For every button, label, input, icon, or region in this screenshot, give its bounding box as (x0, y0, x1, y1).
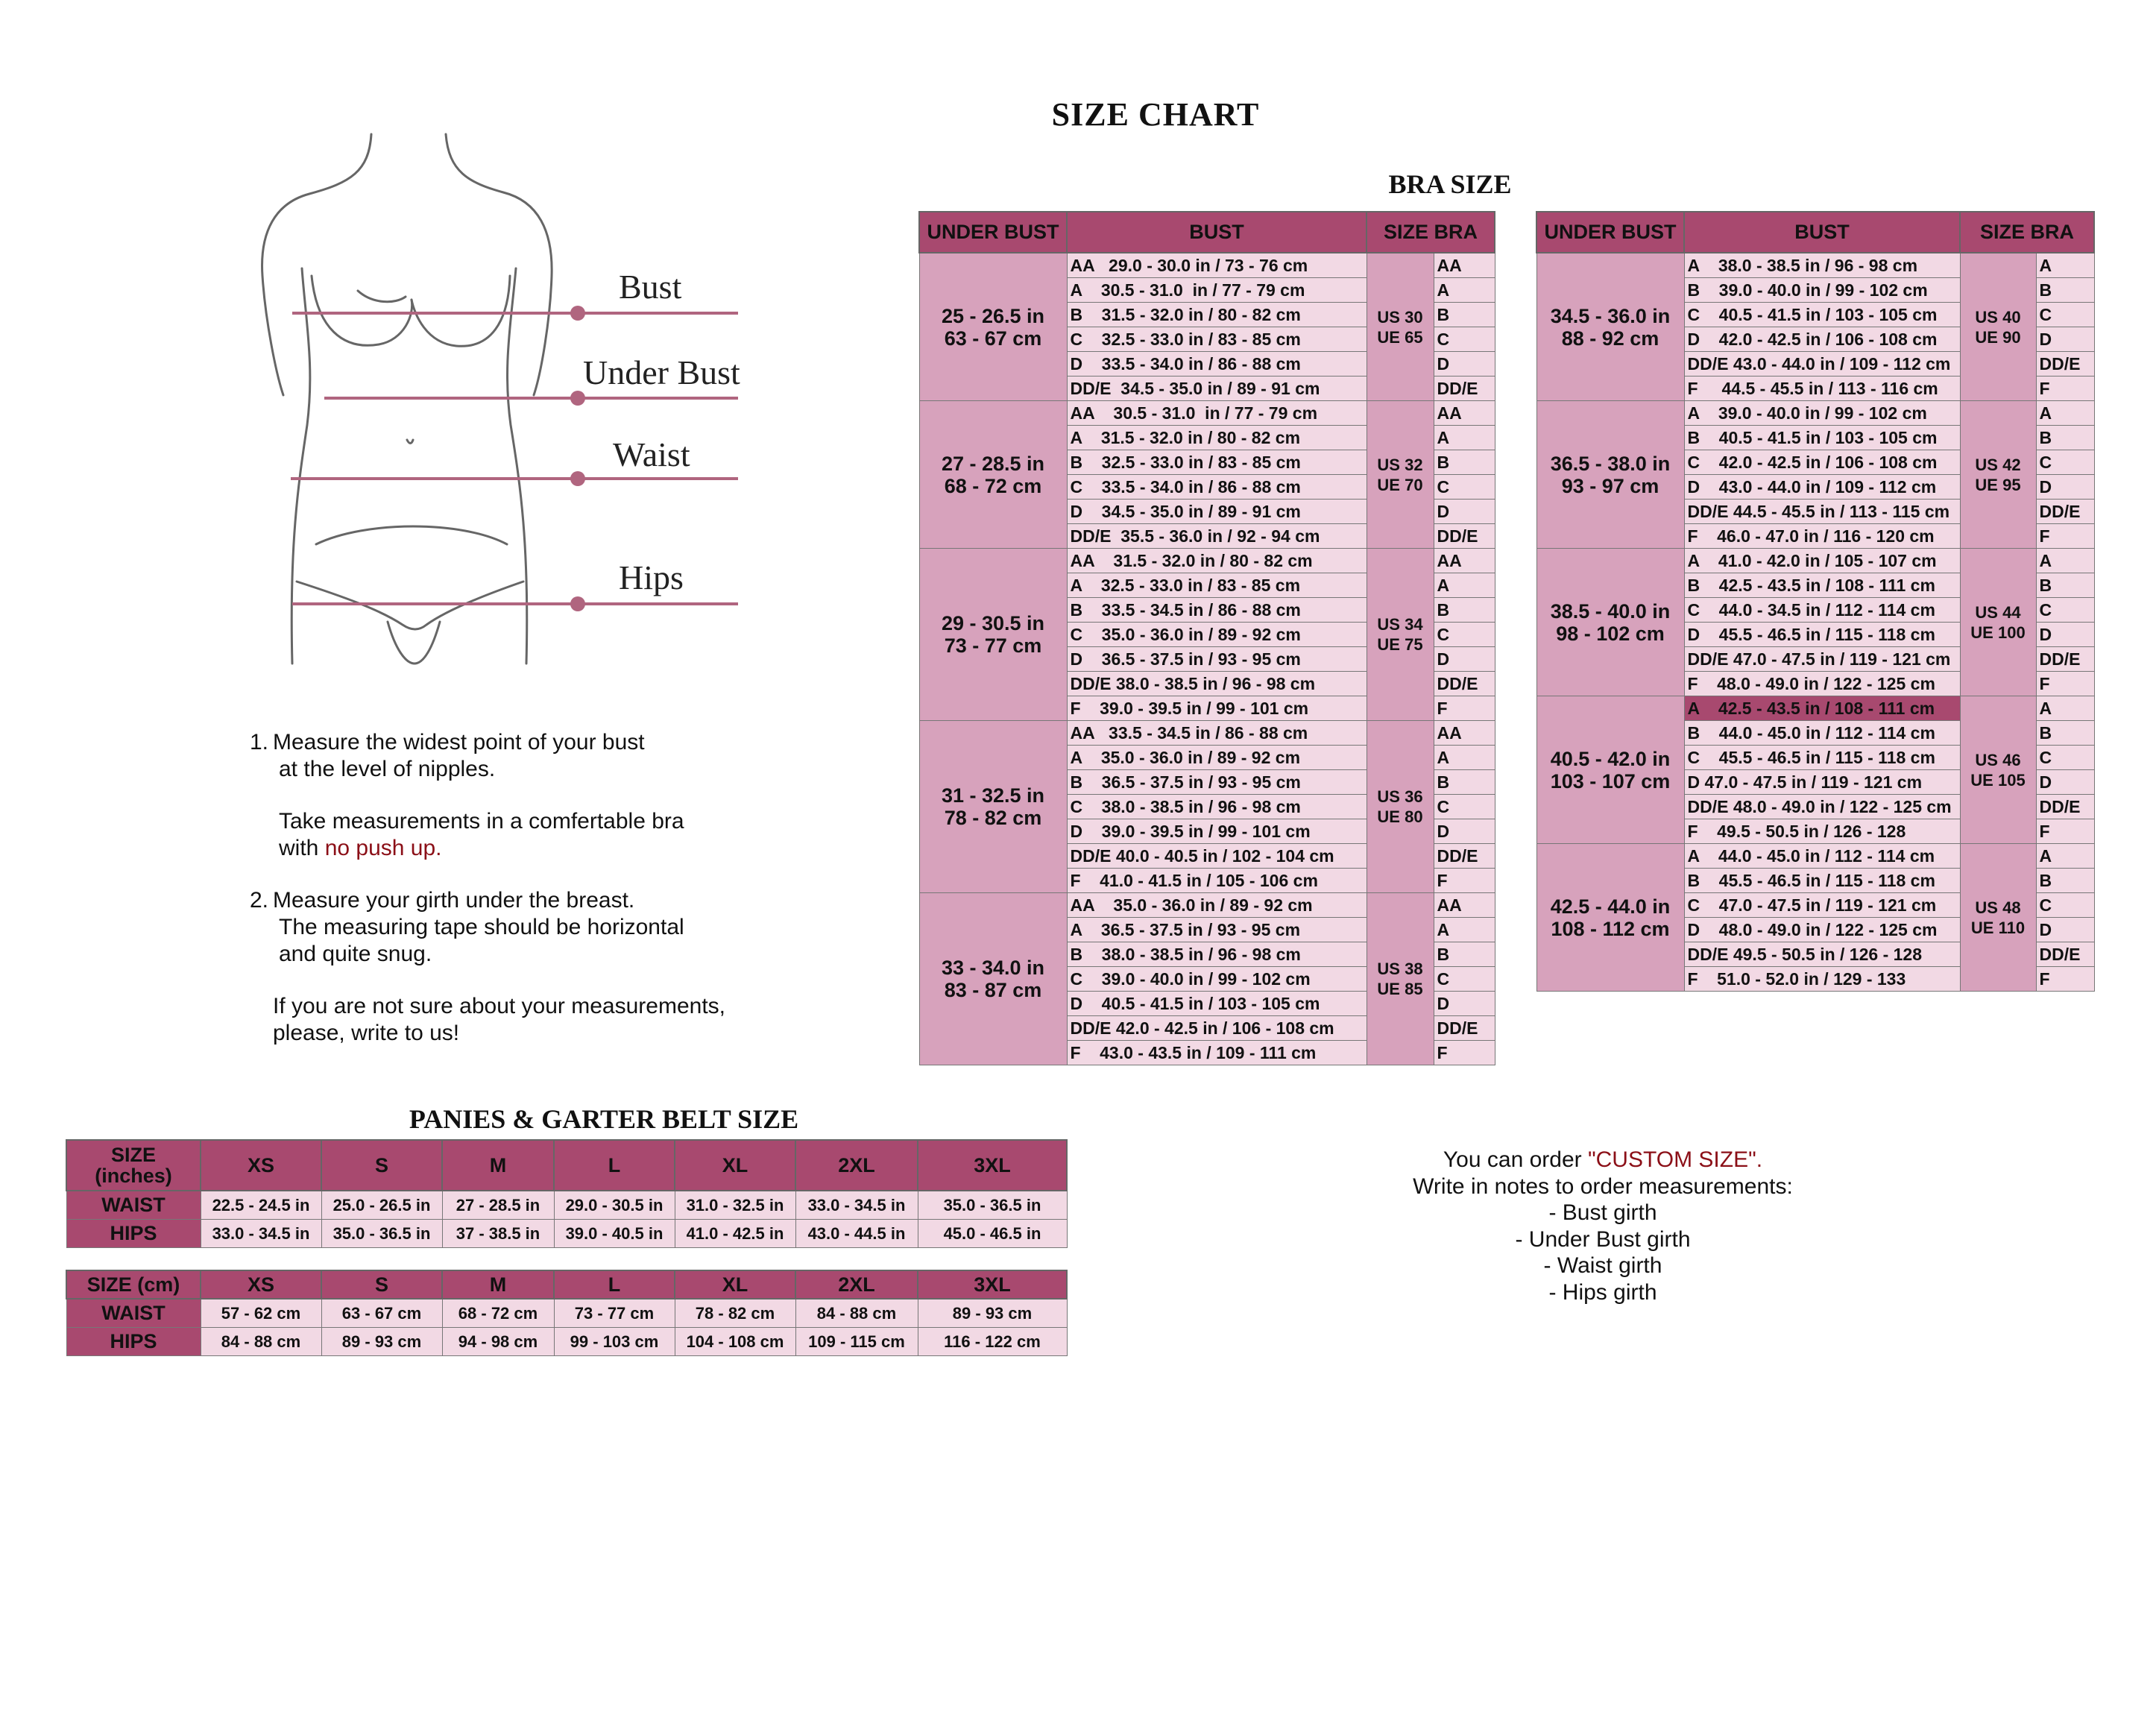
waist-marker (570, 471, 585, 486)
bust-cell: B 42.5 - 43.5 in / 108 - 111 cm (1684, 573, 1960, 598)
under-bust-cm: 78 - 82 cm (944, 807, 1042, 829)
size-us: US 42 (1975, 455, 2021, 474)
size-ue: UE 90 (1975, 327, 2021, 347)
size-value-cell: 43.0 - 44.5 in (795, 1220, 918, 1248)
panties-size-table-inches (66, 1139, 1068, 1248)
under-bust-inches: 33 - 34.0 in (941, 957, 1045, 979)
bust-cell: C 44.0 - 34.5 in / 112 - 114 cm (1684, 598, 1960, 623)
size-us: US 44 (1975, 602, 2021, 622)
custom-size-highlight: "CUSTOM SIZE". (1587, 1147, 1763, 1172)
bra-size-title: BRA SIZE (1388, 169, 1512, 199)
under-bust-cell (919, 401, 1067, 549)
panties-size-row (66, 1191, 1067, 1220)
step-1-number: 1. (249, 730, 268, 754)
size-ue: UE 110 (1970, 918, 2026, 937)
size-value-cell: 41.0 - 42.5 in (675, 1220, 795, 1248)
bust-cell: D 42.0 - 42.5 in / 106 - 108 cm (1684, 327, 1960, 352)
cup-cell: DD/E (1434, 672, 1495, 696)
custom-line-2: Write in notes to order measurements: (1413, 1173, 1793, 1199)
cup-cell: F (2036, 819, 2094, 844)
bust-cell: DD/E 42.0 - 42.5 in / 106 - 108 cm (1067, 1016, 1367, 1041)
bust-cell: C 33.5 - 34.0 in / 86 - 88 cm (1067, 475, 1367, 500)
bust-cell: B 39.0 - 40.0 in / 99 - 102 cm (1684, 278, 1960, 303)
size-bra-cell (1367, 253, 1434, 401)
bust-cell: D 45.5 - 46.5 in / 115 - 118 cm (1684, 623, 1960, 647)
cup-cell: C (2036, 450, 2094, 475)
bust-cell: B 31.5 - 32.0 in / 80 - 82 cm (1067, 303, 1367, 327)
bust-cell: AA 33.5 - 34.5 in / 86 - 88 cm (1067, 721, 1367, 746)
bust-cell: C 42.0 - 42.5 in / 106 - 108 cm (1684, 450, 1960, 475)
cup-cell: C (1434, 623, 1495, 647)
size-ue: UE 85 (1377, 980, 1423, 998)
bra-size-row (1536, 401, 2094, 426)
under-bust-header: UNDER BUST (919, 212, 1067, 253)
under-bust-cell (919, 253, 1067, 401)
under-bust-marker (570, 391, 585, 406)
panties-size-table-cm (66, 1270, 1068, 1356)
size-us: US 36 (1377, 787, 1423, 806)
bust-cell: C 39.0 - 40.0 in / 99 - 102 cm (1067, 967, 1367, 992)
cup-cell: AA (1434, 721, 1495, 746)
cup-cell: D (2036, 770, 2094, 795)
size-value-cell: 89 - 93 cm (321, 1328, 442, 1356)
under-bust-cell (919, 549, 1067, 721)
bust-cell: D 36.5 - 37.5 in / 93 - 95 cm (1067, 647, 1367, 672)
cup-cell: C (1434, 475, 1495, 500)
bust-cell: D 39.0 - 39.5 in / 99 - 101 cm (1067, 819, 1367, 844)
under-bust-cm: 103 - 107 cm (1550, 769, 1671, 793)
bust-cell: A 42.5 - 43.5 in / 108 - 111 cm (1684, 696, 1960, 721)
cup-cell: B (1434, 303, 1495, 327)
bust-cell: D 47.0 - 47.5 in / 119 - 121 cm (1684, 770, 1960, 795)
bust-marker (570, 306, 585, 321)
step-1-line-1: Measure the widest point of your bust (273, 730, 645, 754)
size-value-cell: 45.0 - 46.5 in (918, 1220, 1067, 1248)
bust-cell: DD/E 43.0 - 44.0 in / 109 - 112 cm (1684, 352, 1960, 377)
size-xl-header: XL (675, 1140, 795, 1191)
size-value-cell: 31.0 - 32.5 in (675, 1191, 795, 1220)
cup-cell: B (2036, 426, 2094, 450)
size-value-cell: 25.0 - 26.5 in (321, 1191, 442, 1220)
bust-cell: A 30.5 - 31.0 in / 77 - 79 cm (1067, 278, 1367, 303)
size-value-cell: 109 - 115 cm (795, 1328, 918, 1356)
bra-size-row (919, 401, 1495, 426)
note-line-2: please, write to us! (273, 1021, 460, 1045)
cup-cell: C (2036, 598, 2094, 623)
custom-size-note (1342, 1147, 1864, 1305)
bust-cell: A 39.0 - 40.0 in / 99 - 102 cm (1684, 401, 1960, 426)
size-2xl-header: 2XL (795, 1140, 918, 1191)
bust-header: BUST (1067, 212, 1367, 253)
bust-cell: DD/E 34.5 - 35.0 in / 89 - 91 cm (1067, 377, 1367, 401)
bust-cell: A 38.0 - 38.5 in / 96 - 98 cm (1684, 253, 1960, 278)
size-value-cell: 29.0 - 30.5 in (554, 1191, 675, 1220)
bra-size-row (1536, 549, 2094, 573)
bra-size-row (1536, 253, 2094, 278)
bust-cell: C 35.0 - 36.0 in / 89 - 92 cm (1067, 623, 1367, 647)
under-bust-cm: 93 - 97 cm (1561, 474, 1659, 497)
bra-size-row (919, 253, 1495, 278)
size-header-line-2: (inches) (95, 1165, 172, 1187)
cup-cell: B (1434, 942, 1495, 967)
size-value-cell: 68 - 72 cm (442, 1299, 554, 1328)
cup-cell: C (2036, 893, 2094, 918)
cup-cell: D (2036, 918, 2094, 942)
bust-cell: C 38.0 - 38.5 in / 96 - 98 cm (1067, 795, 1367, 819)
bust-cell: B 44.0 - 45.0 in / 112 - 114 cm (1684, 721, 1960, 746)
cup-cell: AA (1434, 401, 1495, 426)
size-bra-cell (1367, 401, 1434, 549)
cup-cell: A (1434, 278, 1495, 303)
size-us: US 32 (1377, 455, 1423, 474)
bust-cell: F 51.0 - 52.0 in / 129 - 133 (1684, 967, 1960, 992)
cup-cell: AA (1434, 253, 1495, 278)
under-bust-cm: 98 - 102 cm (1556, 622, 1665, 645)
under-bust-inches: 27 - 28.5 in (941, 452, 1045, 475)
bust-cell: DD/E 38.0 - 38.5 in / 96 - 98 cm (1067, 672, 1367, 696)
size-value-cell: 35.0 - 36.5 in (918, 1191, 1067, 1220)
cup-cell: B (2036, 869, 2094, 893)
cup-cell: AA (1434, 549, 1495, 573)
size-bra-cell (1960, 844, 2036, 992)
cup-cell: C (1434, 327, 1495, 352)
size-bra-header: SIZE BRA (1367, 212, 1495, 253)
custom-line-1: You can order (1443, 1147, 1588, 1172)
cup-cell: A (2036, 253, 2094, 278)
bust-cell: F 49.5 - 50.5 in / 126 - 128 (1684, 819, 1960, 844)
panties-size-title: PANIES & GARTER BELT SIZE (409, 1104, 799, 1134)
cup-cell: DD/E (1434, 844, 1495, 869)
bust-cell: A 41.0 - 42.0 in / 105 - 107 cm (1684, 549, 1960, 573)
cup-cell: B (1434, 450, 1495, 475)
cup-cell: F (2036, 672, 2094, 696)
measurement-instructions (239, 729, 805, 1072)
size-value-cell: 89 - 93 cm (918, 1299, 1067, 1328)
bust-cell: DD/E 48.0 - 49.0 in / 122 - 125 cm (1684, 795, 1960, 819)
bust-cell: C 45.5 - 46.5 in / 115 - 118 cm (1684, 746, 1960, 770)
size-bra-cell (1960, 696, 2036, 844)
bra-size-row (919, 549, 1495, 573)
bust-cell: AA 30.5 - 31.0 in / 77 - 79 cm (1067, 401, 1367, 426)
size-ue: UE 105 (1970, 770, 2026, 790)
hips-marker (570, 596, 585, 611)
page-title: SIZE CHART (1051, 96, 1260, 133)
under-bust-cm: 73 - 77 cm (944, 634, 1042, 657)
under-bust-inches: 34.5 - 36.0 in (1550, 304, 1671, 327)
size-value-cell: 116 - 122 cm (918, 1328, 1067, 1356)
cup-cell: C (1434, 795, 1495, 819)
size-value-cell: 104 - 108 cm (675, 1328, 795, 1356)
size-bra-cell (1960, 253, 2036, 401)
under-bust-cm: 108 - 112 cm (1551, 917, 1670, 940)
cup-cell: DD/E (2036, 500, 2094, 524)
bust-header: BUST (1684, 212, 1960, 253)
size-bra-cell (1960, 401, 2036, 549)
size-value-cell: 99 - 103 cm (554, 1328, 675, 1356)
size-us: US 46 (1975, 750, 2021, 769)
under-bust-inches: 38.5 - 40.0 in (1550, 599, 1671, 623)
size-us: US 48 (1975, 898, 2021, 917)
under-bust-cell (1536, 253, 1684, 401)
size-bra-cell (1960, 549, 2036, 696)
cup-cell: C (1434, 967, 1495, 992)
hips-label: HIPS (66, 1220, 201, 1248)
bra-size-row (1536, 844, 2094, 869)
cup-cell: D (2036, 475, 2094, 500)
under-bust-inches: 42.5 - 44.0 in (1550, 895, 1671, 918)
size-bra-header: SIZE BRA (1960, 212, 2094, 253)
size-2xl-header: 2XL (795, 1270, 918, 1299)
bust-cell: C 40.5 - 41.5 in / 103 - 105 cm (1684, 303, 1960, 327)
size-value-cell: 35.0 - 36.5 in (321, 1220, 442, 1248)
cup-cell: AA (1434, 893, 1495, 918)
step-2-line-3: and quite snug. (279, 942, 432, 966)
under-bust-label: Under Bust (583, 353, 740, 391)
under-bust-cm: 68 - 72 cm (944, 474, 1042, 497)
under-bust-cm: 63 - 67 cm (944, 327, 1042, 350)
under-bust-cm: 88 - 92 cm (1561, 327, 1659, 350)
cup-cell: B (1434, 770, 1495, 795)
bust-cell: C 47.0 - 47.5 in / 119 - 121 cm (1684, 893, 1960, 918)
size-value-cell: 94 - 98 cm (442, 1328, 554, 1356)
step-2-number: 2. (249, 888, 268, 913)
cup-cell: B (2036, 278, 2094, 303)
step-2-line-1: Measure your girth under the breast. (273, 888, 635, 913)
hips-label: Hips (619, 558, 684, 596)
cup-cell: DD/E (1434, 1016, 1495, 1041)
body-measurement-figure (246, 127, 768, 678)
cup-cell: D (2036, 327, 2094, 352)
under-bust-inches: 31 - 32.5 in (941, 784, 1045, 807)
note-line-1: If you are not sure about your measurements, (273, 994, 725, 1018)
bust-cell: A 36.5 - 37.5 in / 93 - 95 cm (1067, 918, 1367, 942)
under-bust-inches: 36.5 - 38.0 in (1550, 452, 1671, 475)
bust-cell: AA 35.0 - 36.0 in / 89 - 92 cm (1067, 893, 1367, 918)
size-m-header: M (442, 1270, 554, 1299)
cup-cell: B (2036, 573, 2094, 598)
cup-cell: C (2036, 303, 2094, 327)
under-bust-cell (919, 721, 1067, 893)
size-xs-header: XS (201, 1270, 321, 1299)
bra-size-table-right (1536, 211, 2095, 992)
bust-cell: B 33.5 - 34.5 in / 86 - 88 cm (1067, 598, 1367, 623)
size-s-header: S (321, 1270, 442, 1299)
size-value-cell: 37 - 38.5 in (442, 1220, 554, 1248)
bust-cell: DD/E 40.0 - 40.5 in / 102 - 104 cm (1067, 844, 1367, 869)
size-ue: UE 75 (1377, 635, 1423, 654)
bust-label: Bust (619, 268, 682, 306)
size-value-cell: 33.0 - 34.5 in (795, 1191, 918, 1220)
size-xl-header: XL (675, 1270, 795, 1299)
size-value-cell: 27 - 28.5 in (442, 1191, 554, 1220)
size-ue: UE 65 (1377, 327, 1423, 347)
under-bust-cell (1536, 844, 1684, 992)
cup-cell: A (2036, 401, 2094, 426)
bust-cell: AA 29.0 - 30.0 in / 73 - 76 cm (1067, 253, 1367, 278)
custom-item-bust: - Bust girth (1548, 1200, 1657, 1225)
bust-cell: B 38.0 - 38.5 in / 96 - 98 cm (1067, 942, 1367, 967)
bust-cell: DD/E 47.0 - 47.5 in / 119 - 121 cm (1684, 647, 1960, 672)
size-3xl-header: 3XL (918, 1270, 1067, 1299)
cup-cell: A (2036, 549, 2094, 573)
bust-cell: F 43.0 - 43.5 in / 109 - 111 cm (1067, 1041, 1367, 1065)
bust-cell: B 36.5 - 37.5 in / 93 - 95 cm (1067, 770, 1367, 795)
step-2-line-2: The measuring tape should be horizontal (279, 915, 684, 939)
bust-cell: B 45.5 - 46.5 in / 115 - 118 cm (1684, 869, 1960, 893)
cup-cell: DD/E (1434, 524, 1495, 549)
under-bust-cell (1536, 696, 1684, 844)
tip-no-push-up: no push up. (324, 836, 442, 860)
cup-cell: F (1434, 1041, 1495, 1065)
cup-cell: A (1434, 573, 1495, 598)
size-s-header: S (321, 1140, 442, 1191)
size-ue: UE 80 (1377, 807, 1423, 826)
bust-cell: D 34.5 - 35.0 in / 89 - 91 cm (1067, 500, 1367, 524)
cup-cell: D (2036, 623, 2094, 647)
cup-cell: DD/E (2036, 647, 2094, 672)
cup-cell: DD/E (2036, 795, 2094, 819)
bust-cell: B 32.5 - 33.0 in / 83 - 85 cm (1067, 450, 1367, 475)
bust-cell: F 44.5 - 45.5 in / 113 - 116 cm (1684, 377, 1960, 401)
bust-cell: C 32.5 - 33.0 in / 83 - 85 cm (1067, 327, 1367, 352)
cup-cell: A (2036, 844, 2094, 869)
size-us: US 30 (1377, 307, 1423, 327)
bust-cell: F 48.0 - 49.0 in / 122 - 125 cm (1684, 672, 1960, 696)
bust-cell: D 40.5 - 41.5 in / 103 - 105 cm (1067, 992, 1367, 1016)
under-bust-cell (919, 893, 1067, 1065)
bust-cell: A 35.0 - 36.0 in / 89 - 92 cm (1067, 746, 1367, 770)
custom-item-waist: - Waist girth (1543, 1253, 1662, 1278)
cup-cell: A (1434, 918, 1495, 942)
size-l-header: L (554, 1270, 675, 1299)
cup-cell: A (1434, 746, 1495, 770)
bust-cell: A 31.5 - 32.0 in / 80 - 82 cm (1067, 426, 1367, 450)
size-inches-header (66, 1140, 201, 1191)
cup-cell: D (1434, 500, 1495, 524)
bust-cell: A 32.5 - 33.0 in / 83 - 85 cm (1067, 573, 1367, 598)
bust-cell: DD/E 49.5 - 50.5 in / 126 - 128 (1684, 942, 1960, 967)
bra-size-row (1536, 696, 2094, 721)
cup-cell: F (2036, 377, 2094, 401)
custom-item-under-bust: - Under Bust girth (1515, 1226, 1691, 1252)
size-us: US 34 (1377, 615, 1423, 634)
size-us: US 38 (1377, 960, 1423, 978)
size-value-cell: 63 - 67 cm (321, 1299, 442, 1328)
size-value-cell: 84 - 88 cm (201, 1328, 321, 1356)
size-value-cell: 22.5 - 24.5 in (201, 1191, 321, 1220)
cup-cell: A (2036, 696, 2094, 721)
bust-cell: DD/E 35.5 - 36.0 in / 92 - 94 cm (1067, 524, 1367, 549)
size-m-header: M (442, 1140, 554, 1191)
size-value-cell: 57 - 62 cm (201, 1299, 321, 1328)
hips-label: HIPS (66, 1328, 201, 1356)
size-us: US 40 (1975, 307, 2021, 327)
panties-size-row (66, 1220, 1067, 1248)
panties-size-row (66, 1328, 1067, 1356)
bust-cell: D 48.0 - 49.0 in / 122 - 125 cm (1684, 918, 1960, 942)
size-xs-header: XS (201, 1140, 321, 1191)
size-l-header: L (554, 1140, 675, 1191)
under-bust-header: UNDER BUST (1536, 212, 1684, 253)
bust-cell: A 44.0 - 45.0 in / 112 - 114 cm (1684, 844, 1960, 869)
cup-cell: DD/E (2036, 942, 2094, 967)
tip-line-1: Take measurements in a comfertable bra (279, 809, 684, 834)
cup-cell: D (1434, 819, 1495, 844)
panties-size-row (66, 1299, 1067, 1328)
bust-cell: D 33.5 - 34.0 in / 86 - 88 cm (1067, 352, 1367, 377)
size-header-line-1: SIZE (110, 1144, 156, 1166)
cup-cell: D (1434, 647, 1495, 672)
under-bust-inches: 25 - 26.5 in (941, 304, 1045, 327)
size-bra-cell (1367, 721, 1434, 893)
cup-cell: DD/E (1434, 377, 1495, 401)
size-ue: UE 100 (1970, 623, 2026, 642)
cup-cell: F (2036, 967, 2094, 992)
cup-cell: F (1434, 869, 1495, 893)
cup-cell: B (2036, 721, 2094, 746)
size-value-cell: 39.0 - 40.5 in (554, 1220, 675, 1248)
bust-cell: F 41.0 - 41.5 in / 105 - 106 cm (1067, 869, 1367, 893)
step-1-line-2: at the level of nipples. (279, 757, 496, 781)
bust-cell: F 46.0 - 47.0 in / 116 - 120 cm (1684, 524, 1960, 549)
under-bust-cell (1536, 401, 1684, 549)
cup-cell: D (1434, 992, 1495, 1016)
bust-cell: AA 31.5 - 32.0 in / 80 - 82 cm (1067, 549, 1367, 573)
under-bust-cm: 83 - 87 cm (944, 979, 1042, 1001)
under-bust-cell (1536, 549, 1684, 696)
bust-cell: F 39.0 - 39.5 in / 99 - 101 cm (1067, 696, 1367, 721)
tip-with: with (279, 836, 325, 860)
cup-cell: D (1434, 352, 1495, 377)
cup-cell: DD/E (2036, 352, 2094, 377)
cup-cell: F (1434, 696, 1495, 721)
waist-label: WAIST (66, 1299, 201, 1328)
size-value-cell: 33.0 - 34.5 in (201, 1220, 321, 1248)
bust-cell: DD/E 44.5 - 45.5 in / 113 - 115 cm (1684, 500, 1960, 524)
size-bra-cell (1367, 893, 1434, 1065)
cup-cell: B (1434, 598, 1495, 623)
under-bust-inches: 29 - 30.5 in (941, 612, 1045, 634)
under-bust-inches: 40.5 - 42.0 in (1550, 747, 1671, 770)
waist-label: Waist (613, 435, 690, 473)
size-value-cell: 84 - 88 cm (795, 1299, 918, 1328)
size-value-cell: 73 - 77 cm (554, 1299, 675, 1328)
size-3xl-header: 3XL (918, 1140, 1067, 1191)
custom-item-hips: - Hips girth (1548, 1279, 1657, 1305)
bra-size-row (919, 721, 1495, 746)
size-cm-header: SIZE (cm) (66, 1270, 201, 1299)
bra-size-table-left (918, 211, 1495, 1065)
size-ue: UE 70 (1377, 475, 1423, 494)
cup-cell: F (2036, 524, 2094, 549)
waist-label: WAIST (66, 1191, 201, 1220)
cup-cell: A (1434, 426, 1495, 450)
size-value-cell: 78 - 82 cm (675, 1299, 795, 1328)
bust-cell: D 43.0 - 44.0 in / 109 - 112 cm (1684, 475, 1960, 500)
size-bra-cell (1367, 549, 1434, 721)
cup-cell: C (2036, 746, 2094, 770)
size-ue: UE 95 (1975, 475, 2021, 494)
bust-cell: B 40.5 - 41.5 in / 103 - 105 cm (1684, 426, 1960, 450)
bra-size-row (919, 893, 1495, 918)
